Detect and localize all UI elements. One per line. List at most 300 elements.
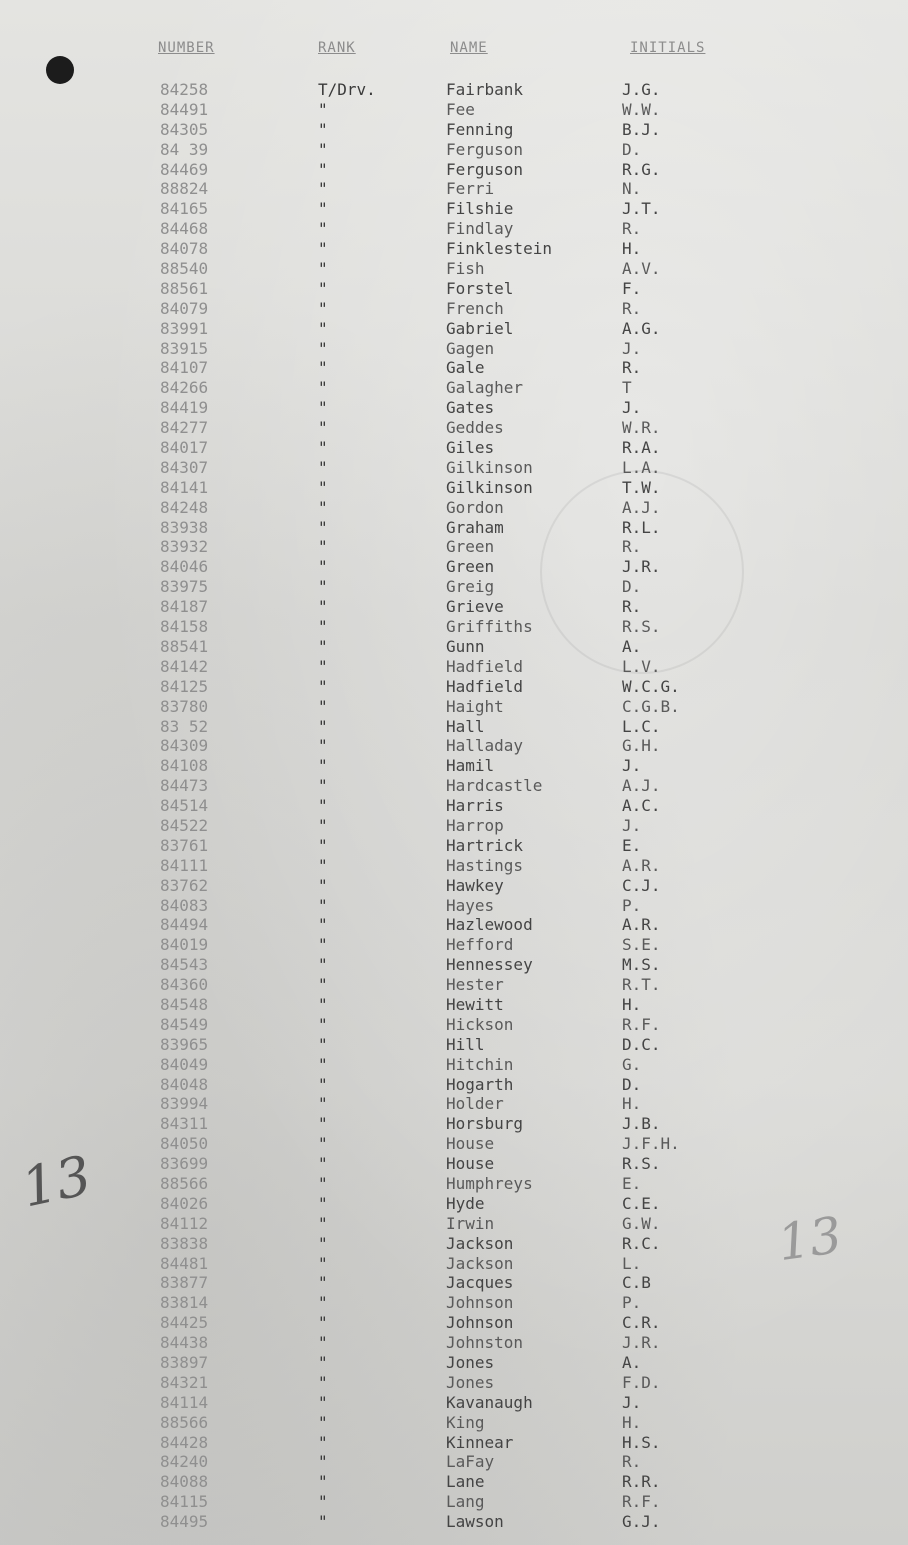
row-number: 84141 bbox=[160, 477, 209, 497]
row-rank: " bbox=[318, 835, 328, 855]
table-row bbox=[0, 1075, 908, 1095]
row-name: Hardcastle bbox=[446, 776, 543, 796]
row-name: Gilkinson bbox=[446, 457, 533, 477]
row-name: Hewitt bbox=[446, 994, 504, 1014]
row-name: Hyde bbox=[446, 1193, 485, 1213]
row-rank: " bbox=[318, 656, 328, 676]
table-row bbox=[0, 1273, 908, 1293]
row-initials: E. bbox=[622, 1173, 642, 1193]
row-name: Giles bbox=[446, 438, 495, 458]
row-rank: " bbox=[318, 1014, 328, 1034]
table-row bbox=[0, 1254, 908, 1274]
row-number: 83965 bbox=[160, 1034, 209, 1054]
row-name: Gates bbox=[446, 398, 495, 418]
row-number: 84050 bbox=[160, 1134, 209, 1154]
row-name: Harris bbox=[446, 796, 504, 816]
row-name: Jackson bbox=[446, 1233, 514, 1253]
row-number: 84165 bbox=[160, 199, 209, 219]
row-name: Hazlewood bbox=[446, 915, 533, 935]
table-row bbox=[0, 378, 908, 398]
row-number: 83915 bbox=[160, 338, 209, 358]
row-number: 83762 bbox=[160, 875, 209, 895]
row-name: Fenning bbox=[446, 119, 514, 139]
row-rank: " bbox=[318, 1134, 328, 1154]
row-number: 84078 bbox=[160, 239, 209, 259]
row-name: Geddes bbox=[446, 418, 504, 438]
row-number: 84307 bbox=[160, 457, 209, 477]
row-name: Humphreys bbox=[446, 1173, 533, 1193]
row-number: 83938 bbox=[160, 517, 209, 537]
row-initials: R. bbox=[622, 537, 642, 557]
table-row bbox=[0, 1194, 908, 1214]
row-initials: J.T. bbox=[622, 199, 661, 219]
table-row bbox=[0, 537, 908, 557]
header-initials: INITIALS bbox=[630, 40, 706, 56]
row-number: 84187 bbox=[160, 597, 209, 617]
row-initials: A. bbox=[622, 636, 642, 656]
row-name: Lang bbox=[446, 1492, 485, 1512]
row-initials: B.J. bbox=[622, 119, 661, 139]
row-number: 88540 bbox=[160, 259, 209, 279]
row-rank: " bbox=[318, 955, 328, 975]
row-rank: " bbox=[318, 477, 328, 497]
row-name: French bbox=[446, 298, 504, 318]
row-initials: C.E. bbox=[622, 1193, 661, 1213]
row-rank: " bbox=[318, 676, 328, 696]
row-number: 83 52 bbox=[160, 716, 209, 736]
table-row bbox=[0, 1055, 908, 1075]
row-initials: R. bbox=[622, 358, 642, 378]
row-name: Jones bbox=[446, 1353, 495, 1372]
table-row bbox=[0, 199, 908, 219]
row-number: 84111 bbox=[160, 855, 209, 875]
row-rank: " bbox=[318, 895, 328, 915]
row-number: 84 39 bbox=[160, 139, 209, 159]
row-number: 84115 bbox=[160, 1492, 209, 1512]
row-rank: " bbox=[318, 239, 328, 259]
row-initials: P. bbox=[622, 1293, 642, 1313]
row-rank: " bbox=[318, 776, 328, 796]
row-name: Gilkinson bbox=[446, 477, 533, 497]
table-row bbox=[0, 975, 908, 995]
table-row bbox=[0, 140, 908, 160]
row-number: 83994 bbox=[160, 1094, 209, 1114]
row-rank: " bbox=[318, 1372, 328, 1392]
table-row bbox=[0, 1512, 908, 1532]
row-name: Lane bbox=[446, 1472, 485, 1492]
row-rank: " bbox=[318, 259, 328, 279]
row-number: 83975 bbox=[160, 577, 209, 597]
table-row bbox=[0, 1174, 908, 1194]
row-initials: H. bbox=[622, 994, 642, 1014]
row-rank: " bbox=[318, 318, 328, 338]
row-number: 88561 bbox=[160, 278, 209, 298]
row-initials: R.F. bbox=[622, 1014, 661, 1034]
row-rank: " bbox=[318, 278, 328, 298]
row-name: Finklestein bbox=[446, 239, 552, 259]
row-name: Jones bbox=[446, 1372, 495, 1392]
row-rank: " bbox=[318, 119, 328, 139]
row-number: 84158 bbox=[160, 617, 209, 637]
row-name: Haight bbox=[446, 696, 504, 716]
handwritten-mark-left: 13 bbox=[16, 1143, 97, 1220]
row-rank: " bbox=[318, 139, 328, 159]
row-rank: " bbox=[318, 875, 328, 895]
row-number: 84425 bbox=[160, 1313, 209, 1333]
row-rank: " bbox=[318, 517, 328, 537]
table-row bbox=[0, 398, 908, 418]
row-rank: " bbox=[318, 557, 328, 577]
table-row bbox=[0, 995, 908, 1015]
row-rank: " bbox=[318, 1253, 328, 1273]
table-row bbox=[0, 836, 908, 856]
row-rank: " bbox=[318, 1412, 328, 1432]
row-number: 84494 bbox=[160, 915, 209, 935]
table-row bbox=[0, 1413, 908, 1433]
row-number: 84549 bbox=[160, 1014, 209, 1034]
row-rank: " bbox=[318, 1074, 328, 1094]
table-row bbox=[0, 915, 908, 935]
table-row bbox=[0, 736, 908, 756]
row-name: Graham bbox=[446, 517, 504, 537]
row-name: Hartrick bbox=[446, 835, 524, 855]
row-rank: " bbox=[318, 378, 328, 398]
table-row bbox=[0, 1035, 908, 1055]
row-rank: " bbox=[318, 736, 328, 756]
row-name: Jackson bbox=[446, 1253, 514, 1273]
row-initials: J. bbox=[622, 338, 642, 358]
row-initials: L.V. bbox=[622, 656, 661, 676]
row-number: 83699 bbox=[160, 1154, 209, 1174]
row-initials: R. bbox=[622, 298, 642, 318]
table-row bbox=[0, 1293, 908, 1313]
row-number: 84258 bbox=[160, 80, 209, 99]
row-number: 84248 bbox=[160, 497, 209, 517]
row-number: 84321 bbox=[160, 1372, 209, 1392]
row-initials: D.C. bbox=[622, 1034, 661, 1054]
row-rank: " bbox=[318, 358, 328, 378]
row-initials: T bbox=[622, 378, 632, 398]
row-name: Kavanaugh bbox=[446, 1392, 533, 1412]
row-rank: " bbox=[318, 1173, 328, 1193]
row-number: 84017 bbox=[160, 438, 209, 458]
row-rank: " bbox=[318, 935, 328, 955]
row-rank: " bbox=[318, 298, 328, 318]
row-name: Greig bbox=[446, 577, 495, 597]
row-rank: " bbox=[318, 199, 328, 219]
row-number: 84468 bbox=[160, 219, 209, 239]
row-name: Gabriel bbox=[446, 318, 514, 338]
row-name: Kinnear bbox=[446, 1432, 514, 1452]
row-name: Filshie bbox=[446, 199, 514, 219]
header-number: NUMBER bbox=[158, 40, 215, 56]
table-row bbox=[0, 458, 908, 478]
row-initials: T.W. bbox=[622, 477, 661, 497]
row-initials: H. bbox=[622, 239, 642, 259]
row-initials: J. bbox=[622, 1392, 642, 1412]
row-name: House bbox=[446, 1134, 495, 1154]
table-row bbox=[0, 179, 908, 199]
row-initials: C.R. bbox=[622, 1313, 661, 1333]
table-row bbox=[0, 1214, 908, 1234]
table-row bbox=[0, 120, 908, 140]
row-rank: " bbox=[318, 1034, 328, 1054]
row-number: 83761 bbox=[160, 835, 209, 855]
row-initials: D. bbox=[622, 1074, 642, 1094]
row-number: 83897 bbox=[160, 1353, 209, 1372]
table-row bbox=[0, 1094, 908, 1114]
row-name: Horsburg bbox=[446, 1114, 524, 1134]
row-number: 84491 bbox=[160, 99, 209, 119]
row-initials: R.L. bbox=[622, 517, 661, 537]
row-number: 84142 bbox=[160, 656, 209, 676]
row-name: Ferguson bbox=[446, 139, 524, 159]
row-rank: " bbox=[318, 1154, 328, 1174]
row-name: Gale bbox=[446, 358, 485, 378]
row-initials: P. bbox=[622, 895, 642, 915]
row-name: Holder bbox=[446, 1094, 504, 1114]
table-row bbox=[0, 319, 908, 339]
row-initials: A.G. bbox=[622, 318, 661, 338]
row-number: 88566 bbox=[160, 1173, 209, 1193]
row-number: 84088 bbox=[160, 1472, 209, 1492]
row-rank: " bbox=[318, 1353, 328, 1372]
row-initials: D. bbox=[622, 139, 642, 159]
row-name: Hill bbox=[446, 1034, 485, 1054]
row-rank: T/Drv. bbox=[318, 80, 376, 99]
row-initials: J.G. bbox=[622, 80, 661, 99]
row-rank: " bbox=[318, 756, 328, 776]
table-row bbox=[0, 358, 908, 378]
table-row bbox=[0, 776, 908, 796]
row-initials: G. bbox=[622, 1054, 642, 1074]
row-rank: " bbox=[318, 438, 328, 458]
row-number: 83932 bbox=[160, 537, 209, 557]
row-initials: W.R. bbox=[622, 418, 661, 438]
row-initials: N. bbox=[622, 179, 642, 199]
row-initials: J.R. bbox=[622, 1333, 661, 1353]
row-initials: R.S. bbox=[622, 1154, 661, 1174]
row-name: Gagen bbox=[446, 338, 495, 358]
row-number: 84266 bbox=[160, 378, 209, 398]
row-number: 84360 bbox=[160, 975, 209, 995]
row-initials: G.H. bbox=[622, 736, 661, 756]
row-initials: R. bbox=[622, 597, 642, 617]
table-row bbox=[0, 1373, 908, 1393]
row-rank: " bbox=[318, 1293, 328, 1313]
row-name: Harrop bbox=[446, 815, 504, 835]
row-name: Ferri bbox=[446, 179, 495, 199]
row-number: 83780 bbox=[160, 696, 209, 716]
row-initials: G.W. bbox=[622, 1213, 661, 1233]
table-row bbox=[0, 219, 908, 239]
row-name: Green bbox=[446, 537, 495, 557]
row-rank: " bbox=[318, 219, 328, 239]
row-initials: R.F. bbox=[622, 1492, 661, 1512]
row-name: Hadfield bbox=[446, 656, 524, 676]
row-initials: R.G. bbox=[622, 159, 661, 179]
row-rank: " bbox=[318, 796, 328, 816]
row-number: 84305 bbox=[160, 119, 209, 139]
row-number: 84019 bbox=[160, 935, 209, 955]
row-name: Gordon bbox=[446, 497, 504, 517]
row-name: Hayes bbox=[446, 895, 495, 915]
row-number: 84240 bbox=[160, 1452, 209, 1472]
row-rank: " bbox=[318, 398, 328, 418]
table-row bbox=[0, 239, 908, 259]
row-number: 84469 bbox=[160, 159, 209, 179]
row-initials: E. bbox=[622, 835, 642, 855]
row-name: Jacques bbox=[446, 1273, 514, 1293]
row-initials: G.J. bbox=[622, 1512, 661, 1532]
row-name: Fish bbox=[446, 259, 485, 279]
row-initials: J.R. bbox=[622, 557, 661, 577]
row-number: 84048 bbox=[160, 1074, 209, 1094]
row-number: 84311 bbox=[160, 1114, 209, 1134]
row-initials: A.J. bbox=[622, 776, 661, 796]
table-row bbox=[0, 657, 908, 677]
table-row bbox=[0, 418, 908, 438]
row-rank: " bbox=[318, 418, 328, 438]
table-row bbox=[0, 1234, 908, 1254]
table-row bbox=[0, 160, 908, 180]
roster-list bbox=[0, 80, 908, 1532]
row-initials: R.C. bbox=[622, 1233, 661, 1253]
row-rank: " bbox=[318, 99, 328, 119]
row-name: Johnson bbox=[446, 1293, 514, 1313]
row-initials: W.C.G. bbox=[622, 676, 680, 696]
row-rank: " bbox=[318, 457, 328, 477]
table-row bbox=[0, 279, 908, 299]
row-name: Galagher bbox=[446, 378, 524, 398]
row-rank: " bbox=[318, 1472, 328, 1492]
row-rank: " bbox=[318, 617, 328, 637]
row-name: Gunn bbox=[446, 636, 485, 656]
row-number: 84543 bbox=[160, 955, 209, 975]
row-initials: R. bbox=[622, 1452, 642, 1472]
row-name: Lawson bbox=[446, 1512, 504, 1532]
row-number: 84473 bbox=[160, 776, 209, 796]
row-name: Fee bbox=[446, 99, 475, 119]
row-initials: J. bbox=[622, 398, 642, 418]
row-rank: " bbox=[318, 1492, 328, 1512]
row-number: 84046 bbox=[160, 557, 209, 577]
row-name: Hall bbox=[446, 716, 485, 736]
row-name: Hitchin bbox=[446, 1054, 514, 1074]
row-rank: " bbox=[318, 815, 328, 835]
row-name: Johnson bbox=[446, 1313, 514, 1333]
table-row bbox=[0, 697, 908, 717]
row-rank: " bbox=[318, 1392, 328, 1412]
row-number: 84079 bbox=[160, 298, 209, 318]
row-rank: " bbox=[318, 179, 328, 199]
row-initials: W.W. bbox=[622, 99, 661, 119]
row-number: 84419 bbox=[160, 398, 209, 418]
row-rank: " bbox=[318, 915, 328, 935]
row-rank: " bbox=[318, 1432, 328, 1452]
row-number: 84438 bbox=[160, 1333, 209, 1353]
row-number: 84114 bbox=[160, 1392, 209, 1412]
row-rank: " bbox=[318, 1233, 328, 1253]
table-row bbox=[0, 717, 908, 737]
row-number: 84083 bbox=[160, 895, 209, 915]
row-initials: R.T. bbox=[622, 975, 661, 995]
row-name: LaFay bbox=[446, 1452, 495, 1472]
row-name: Hogarth bbox=[446, 1074, 514, 1094]
row-name: House bbox=[446, 1154, 495, 1174]
row-initials: H. bbox=[622, 1412, 642, 1432]
row-name: Ferguson bbox=[446, 159, 524, 179]
row-initials: H.S. bbox=[622, 1432, 661, 1452]
row-name: Hadfield bbox=[446, 676, 524, 696]
table-row bbox=[0, 1333, 908, 1353]
row-name: Halladay bbox=[446, 736, 524, 756]
row-number: 88566 bbox=[160, 1412, 209, 1432]
table-row bbox=[0, 1134, 908, 1154]
row-number: 83991 bbox=[160, 318, 209, 338]
row-number: 84428 bbox=[160, 1432, 209, 1452]
row-rank: " bbox=[318, 994, 328, 1014]
row-number: 84495 bbox=[160, 1512, 209, 1532]
table-row bbox=[0, 259, 908, 279]
row-initials: F.D. bbox=[622, 1372, 661, 1392]
row-number: 84277 bbox=[160, 418, 209, 438]
table-row bbox=[0, 935, 908, 955]
row-initials: C.J. bbox=[622, 875, 661, 895]
row-initials: R. bbox=[622, 219, 642, 239]
row-rank: " bbox=[318, 975, 328, 995]
row-rank: " bbox=[318, 855, 328, 875]
table-row bbox=[0, 100, 908, 120]
row-initials: C.B bbox=[622, 1273, 651, 1293]
table-row bbox=[0, 896, 908, 916]
row-rank: " bbox=[318, 1054, 328, 1074]
row-initials: J. bbox=[622, 815, 642, 835]
row-initials: F. bbox=[622, 278, 642, 298]
row-name: Hastings bbox=[446, 855, 524, 875]
row-initials: A. bbox=[622, 1353, 642, 1372]
table-row bbox=[0, 1353, 908, 1373]
row-rank: " bbox=[318, 1213, 328, 1233]
row-number: 84107 bbox=[160, 358, 209, 378]
table-row bbox=[0, 577, 908, 597]
row-name: Hefford bbox=[446, 935, 514, 955]
row-initials: A.V. bbox=[622, 259, 661, 279]
row-initials: R.A. bbox=[622, 438, 661, 458]
table-row bbox=[0, 557, 908, 577]
row-number: 84125 bbox=[160, 676, 209, 696]
table-row bbox=[0, 299, 908, 319]
table-row bbox=[0, 816, 908, 836]
row-number: 84522 bbox=[160, 815, 209, 835]
table-row bbox=[0, 1472, 908, 1492]
row-rank: " bbox=[318, 497, 328, 517]
row-number: 84548 bbox=[160, 994, 209, 1014]
row-rank: " bbox=[318, 716, 328, 736]
row-number: 88824 bbox=[160, 179, 209, 199]
row-number: 84026 bbox=[160, 1193, 209, 1213]
row-initials: M.S. bbox=[622, 955, 661, 975]
table-row bbox=[0, 955, 908, 975]
table-row bbox=[0, 80, 908, 100]
table-row bbox=[0, 438, 908, 458]
row-number: 83877 bbox=[160, 1273, 209, 1293]
row-name: Hennessey bbox=[446, 955, 533, 975]
row-rank: " bbox=[318, 577, 328, 597]
table-row bbox=[0, 856, 908, 876]
row-initials: R.S. bbox=[622, 617, 661, 637]
row-rank: " bbox=[318, 1313, 328, 1333]
